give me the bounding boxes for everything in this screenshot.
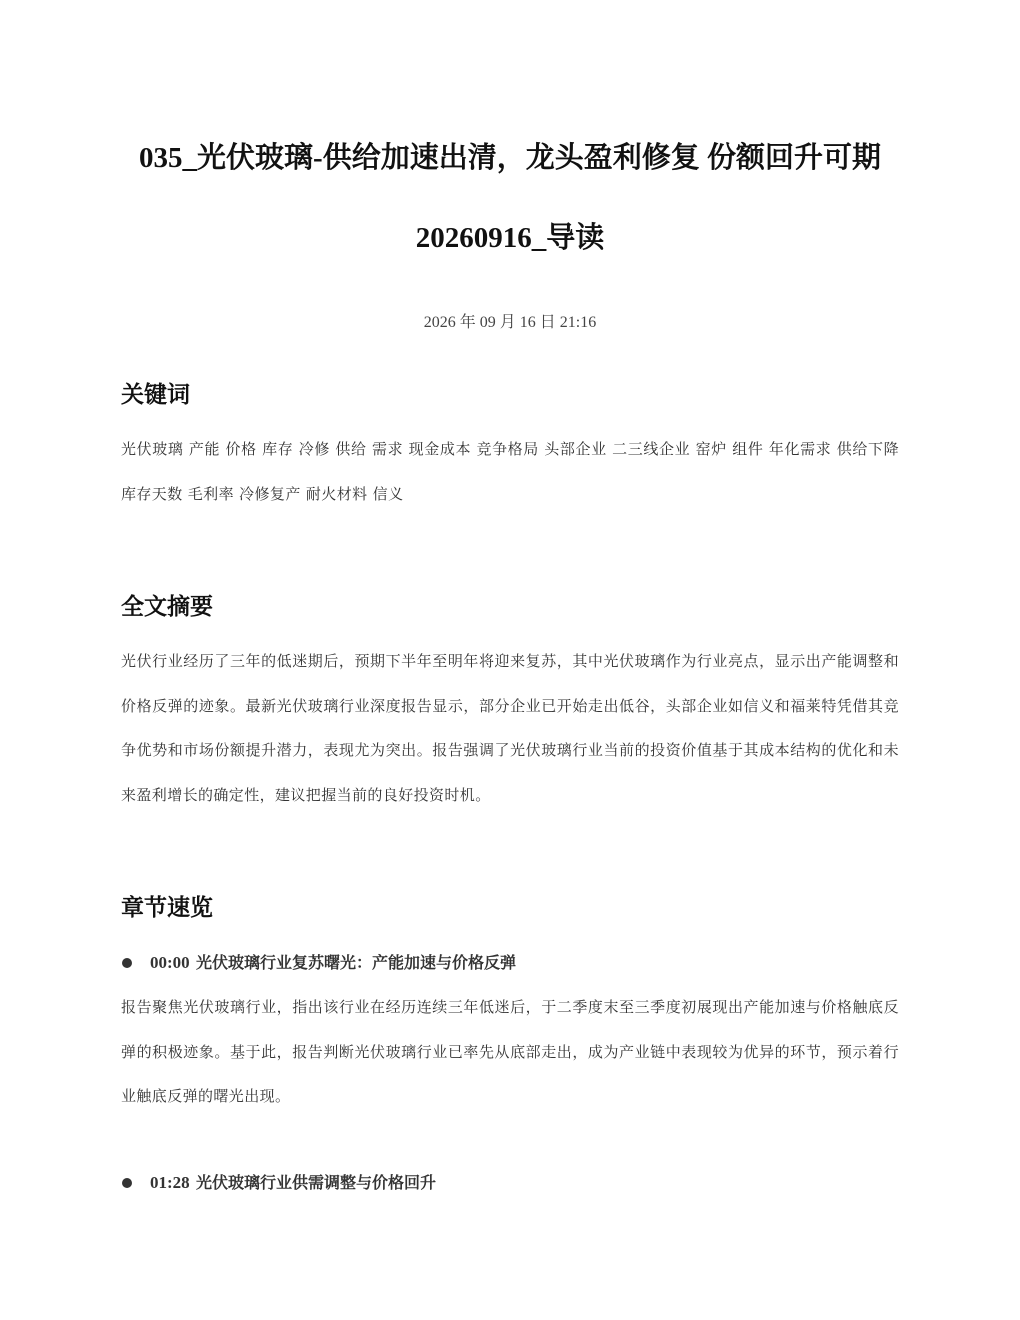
title-line-2: 20260916_导读 xyxy=(415,222,605,254)
chapters-heading: 章节速览 xyxy=(121,895,213,921)
document-title xyxy=(0,138,1020,258)
chapter-item-2 xyxy=(121,1171,899,1197)
chapter-timestamp: 00:00 xyxy=(150,953,190,972)
keywords-heading: 关键词 xyxy=(121,382,190,408)
chapter-title: 光伏玻璃行业供需调整与价格回升 xyxy=(196,1173,437,1192)
summary-heading: 全文摘要 xyxy=(121,594,213,620)
bullet-icon xyxy=(122,958,132,968)
chapter-timestamp: 01:28 xyxy=(150,1173,190,1192)
document-date: 2026 年 09 月 16 日 21:16 xyxy=(423,314,597,331)
summary-text: 光伏行业经历了三年的低迷期后，预期下半年至明年将迎来复苏，其中光伏玻璃作为行业亮点，显示出产能调整和价格反弹的迹象。最新光伏玻璃行业深度报告显示，部分企业已开始走出低谷，头部企业如信义和福莱特凭借其竞争优势和市场份额提升潜力，表现尤为突出。报告强调了光伏玻璃行业当前的投资价值基于其成本结构的优化和未来盈利增长的确定性，建议把握当前的良好投资时机。 xyxy=(121,652,899,804)
chapter-item-1 xyxy=(121,951,899,977)
bullet-icon xyxy=(122,1178,132,1188)
chapter-1-text: 报告聚焦光伏玻璃行业，指出该行业在经历连续三年低迷后，于二季度末至三季度初展现出产能加速与价格触底反弹的积极迹象。基于此，报告判断光伏玻璃行业已率先从底部走出，成为产业链中表现较为优异的环节，预示着行业触底反弹的曙光出现。 xyxy=(121,998,899,1105)
keywords-text: 光伏玻璃 产能 价格 库存 冷修 供给 需求 现金成本 竞争格局 头部企业 二三线企业 窑炉 组件 年化需求 供给下降 库存天数 毛利率 冷修复产 耐火材料 信义 xyxy=(121,440,899,503)
title-line-1: 035_光伏玻璃-供给加速出清，龙头盈利修复 份额回升可期 xyxy=(139,142,881,174)
chapter-title: 光伏玻璃行业复苏曙光：产能加速与价格反弹 xyxy=(196,953,517,972)
